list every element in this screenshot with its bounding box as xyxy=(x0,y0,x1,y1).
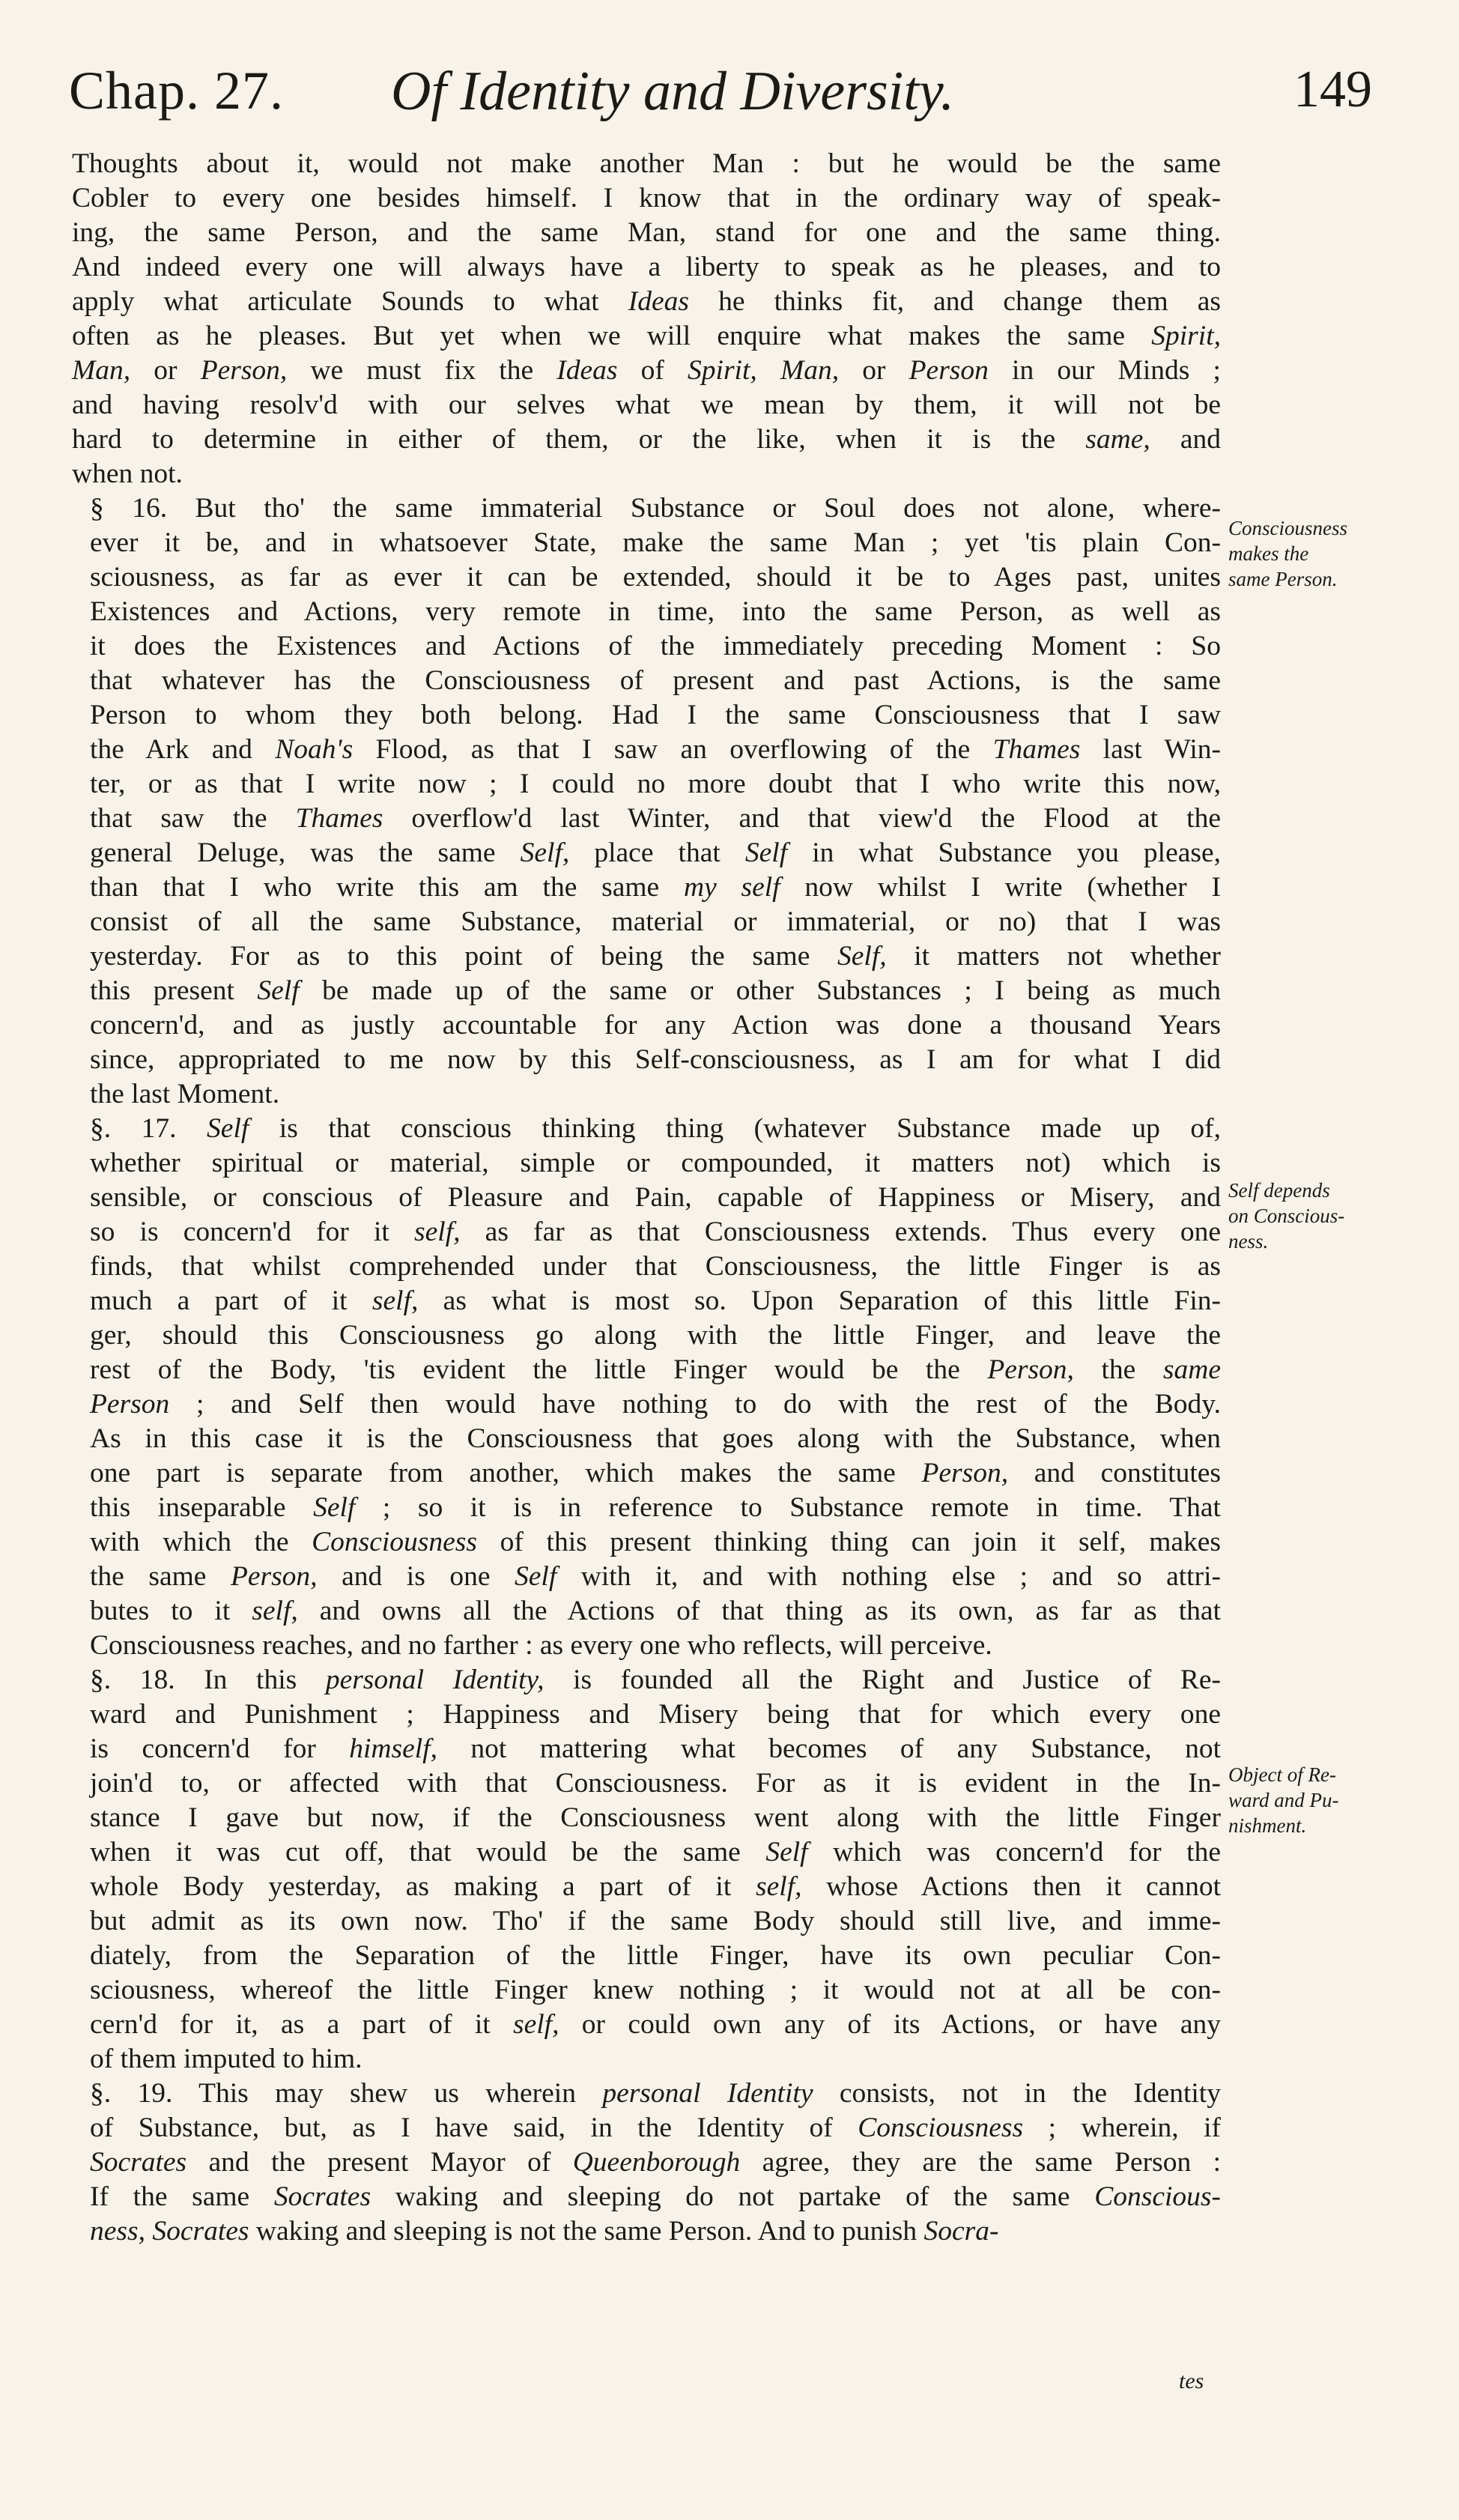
text-line xyxy=(72,1387,1221,1422)
italic-text: Spirit, xyxy=(688,355,757,386)
text-run: ing, the same Person, and the same Man, stand for one and the same thing. xyxy=(72,217,1221,248)
margin-note-line: ness. xyxy=(1228,1230,1269,1253)
text-line xyxy=(72,1043,1221,1077)
margin-note-line: Consciousness xyxy=(1228,517,1348,539)
text-run: waking and sleeping is not the same Person. And to punish xyxy=(249,2216,924,2247)
text-line xyxy=(72,2111,1221,2145)
text-run: of them imputed to him. xyxy=(90,2044,363,2074)
text-run: join'd to, or affected with that Consciousness. For as it is evident in the In- xyxy=(90,1768,1221,1799)
margin-note-line: nishment. xyxy=(1228,1814,1307,1837)
text-run: it does the Existences and Actions of the immediately preceding Moment : So xyxy=(90,631,1221,661)
italic-text: Self xyxy=(744,838,788,868)
italic-text: Ideas xyxy=(556,355,618,386)
text-run: and xyxy=(1150,424,1221,455)
italic-text: Self xyxy=(257,975,300,1006)
italic-text: same, xyxy=(1085,424,1150,455)
text-run: §. 19. This may shew us wherein xyxy=(90,2078,603,2109)
italic-text: Socrates xyxy=(273,2181,371,2212)
margin-note-object-of-reward xyxy=(1228,1762,1393,1838)
italic-text: my self xyxy=(684,872,780,903)
text-run: finds, that whilst comprehended under that Consciousness, the little Finger is as xyxy=(90,1251,1221,1282)
italic-text: personal Identity xyxy=(602,2078,813,2109)
text-run: consists, not in the Identity xyxy=(813,2078,1221,2109)
text-run: butes to it xyxy=(90,1596,252,1626)
text-run: ; so it is in reference to Substance remote in time. That xyxy=(355,1492,1221,1523)
text-run: ter, or as that I write now ; I could no more doubt that I who write this now, xyxy=(90,769,1221,799)
text-line xyxy=(72,1594,1221,1629)
text-line xyxy=(72,216,1221,250)
margin-note-line: on Conscious- xyxy=(1228,1205,1345,1227)
paragraph xyxy=(72,147,1221,491)
italic-text: Man, xyxy=(72,355,131,386)
text-line xyxy=(72,491,1221,526)
text-run: with it, and with nothing else ; and so attri- xyxy=(556,1561,1221,1592)
text-line xyxy=(72,1629,1221,1663)
text-run: §. 17. xyxy=(90,1113,207,1144)
text-run: since, appropriated to me now by this Self-consciousness, as I am for what I did xyxy=(90,1044,1221,1075)
text-run: Person to whom they both belong. Had I the same Consciousness that I saw xyxy=(90,700,1221,730)
text-run: place that xyxy=(569,838,745,868)
text-line xyxy=(72,1318,1221,1353)
text-run: in what Substance you please, xyxy=(787,838,1221,868)
running-title: Of Identity and Diversity. xyxy=(391,61,955,122)
italic-text: Ideas xyxy=(628,286,690,317)
text-run: concern'd, and as justly accountable for any Action was done a thousand Years xyxy=(90,1010,1221,1041)
text-run: and having resolv'd with our selves what we mean by them, it will not be xyxy=(72,390,1221,420)
text-run: when not. xyxy=(72,458,183,489)
italic-text: Socrates xyxy=(152,2216,249,2247)
italic-text: Person, xyxy=(200,355,288,386)
text-line xyxy=(72,836,1221,870)
text-run xyxy=(757,355,780,386)
text-run: overflow'd last Winter, and that view'd the Flood at the xyxy=(383,803,1221,834)
text-run: ward and Punishment ; Happiness and Misery being that for which every one xyxy=(90,1699,1221,1730)
running-header xyxy=(69,60,1372,135)
text-run: sensible, or conscious of Pleasure and Pain, capable of Happiness or Misery, and xyxy=(90,1182,1221,1213)
italic-text: himself, xyxy=(349,1733,437,1764)
text-line xyxy=(72,664,1221,698)
text-run: Existences and Actions, very remote in time, into the same Person, as well as xyxy=(90,596,1221,627)
text-run: hard to determine in either of them, or the like, when it is the xyxy=(72,424,1086,455)
text-run: whether spiritual or material, simple or compounded, it matters not) which is xyxy=(90,1148,1221,1178)
text-line xyxy=(72,802,1221,836)
text-line xyxy=(72,422,1221,457)
text-line xyxy=(72,526,1221,560)
text-run: ; and Self then would have nothing to do with the rest of the Body. xyxy=(169,1389,1221,1420)
margin-note-line: same Person. xyxy=(1228,568,1338,590)
text-line xyxy=(72,1525,1221,1560)
italic-text: Self, xyxy=(837,941,887,972)
text-run: rest of the Body, 'tis evident the little Finger would be the xyxy=(90,1354,988,1385)
text-line xyxy=(72,1250,1221,1284)
text-line xyxy=(72,181,1221,216)
text-run: he thinks fit, and change them as xyxy=(689,286,1221,317)
text-run: consist of all the same Substance, material or immaterial, or no) that I was xyxy=(90,906,1221,937)
text-run: this present xyxy=(90,975,258,1006)
text-line xyxy=(72,629,1221,664)
text-run: sciousness, as far as ever it can be extended, should it be to Ages past, unites xyxy=(90,562,1221,593)
margin-note-consciousness xyxy=(1228,515,1393,592)
margin-note-line: ward and Pu- xyxy=(1228,1789,1339,1811)
text-run: is that conscious thinking thing (whatever Substance made up of, xyxy=(249,1113,1222,1144)
text-run: now whilst I write (whether I xyxy=(780,872,1221,903)
italic-text: Thames xyxy=(992,734,1081,765)
text-line xyxy=(72,905,1221,939)
text-line xyxy=(72,1904,1221,1939)
italic-text: Self xyxy=(765,1837,808,1868)
text-line xyxy=(72,1697,1221,1732)
italic-text: self, xyxy=(371,1285,419,1316)
text-run: as far as that Consciousness extends. Thus every one xyxy=(460,1217,1221,1247)
text-line xyxy=(72,354,1221,388)
paragraph xyxy=(72,491,1221,1112)
text-line xyxy=(72,1215,1221,1250)
text-line xyxy=(72,1835,1221,1870)
text-run: with which the xyxy=(90,1527,312,1557)
text-run: the Ark and xyxy=(90,734,276,765)
text-line xyxy=(72,1284,1221,1318)
text-run: cern'd for it, as a part of it xyxy=(90,2009,513,2040)
margin-note-self-depends xyxy=(1228,1178,1393,1254)
text-line xyxy=(72,1422,1221,1456)
text-run: And indeed every one will always have a liberty to speak as he pleases, and to xyxy=(72,252,1221,282)
italic-text: Consciousness xyxy=(858,2112,1024,2143)
text-run: Consciousness reaches, and no farther : as every one who reflects, will perceive. xyxy=(90,1630,992,1661)
text-run: ; wherein, if xyxy=(1023,2112,1221,2143)
text-run: but admit as its own now. Tho' if the same Body should still live, and imme- xyxy=(90,1906,1221,1936)
text-line xyxy=(72,1456,1221,1491)
italic-text: Self xyxy=(313,1492,356,1523)
text-run: so is concern'd for it xyxy=(90,1217,415,1247)
text-run: one part is separate from another, which makes the same xyxy=(90,1458,922,1488)
text-run: yesterday. For as to this point of being the same xyxy=(90,941,837,972)
text-run: whole Body yesterday, as making a part of it xyxy=(90,1871,756,1902)
text-run: of this present thinking thing can join it self, makes xyxy=(476,1527,1221,1557)
text-line xyxy=(72,870,1221,905)
italic-text: Man, xyxy=(780,355,840,386)
text-run: be made up of the same or other Substances ; I being as much xyxy=(299,975,1221,1006)
text-run: waking and sleeping do not partake of the same xyxy=(371,2181,1095,2212)
italic-text: self, xyxy=(252,1596,298,1626)
italic-text: Noah's xyxy=(275,734,354,765)
text-run: § 16. But tho' the same immaterial Substance or Soul does not alone, where- xyxy=(90,493,1221,524)
text-run: that saw the xyxy=(90,803,296,834)
text-run: general Deluge, was the same xyxy=(90,838,521,868)
text-line xyxy=(72,1939,1221,1973)
text-run: is concern'd for xyxy=(90,1733,350,1764)
text-run: or xyxy=(839,355,909,386)
page-number: 149 xyxy=(1293,61,1372,118)
text-run: the same xyxy=(90,1561,231,1592)
italic-text: self, xyxy=(414,1217,461,1247)
text-line xyxy=(72,939,1221,974)
text-run: of xyxy=(617,355,688,386)
italic-text: Conscious- xyxy=(1094,2181,1221,2212)
italic-text: Consciousness xyxy=(312,1527,477,1557)
text-line xyxy=(72,388,1221,422)
italic-text: Self xyxy=(515,1561,557,1592)
text-line xyxy=(72,1181,1221,1215)
text-line xyxy=(72,2214,1221,2249)
text-run: last Win- xyxy=(1080,734,1221,765)
text-line xyxy=(72,1077,1221,1112)
text-run: ger, should this Consciousness go along with the little Finger, and leave the xyxy=(90,1320,1221,1351)
text-line xyxy=(72,1008,1221,1043)
text-line xyxy=(72,733,1221,767)
text-line xyxy=(72,1732,1221,1766)
text-run xyxy=(145,2216,152,2247)
text-run: this inseparable xyxy=(90,1492,314,1523)
italic-text: self, xyxy=(513,2009,559,2040)
text-line xyxy=(72,2077,1221,2111)
text-line xyxy=(72,2042,1221,2077)
paragraph xyxy=(72,1663,1221,2077)
text-run: not mattering what becomes of any Substance, not xyxy=(437,1733,1221,1764)
text-line xyxy=(72,698,1221,733)
text-run: that whatever has the Consciousness of present and past Actions, is the same xyxy=(90,665,1221,696)
italic-text: Person xyxy=(90,1389,170,1420)
text-run: it matters not whether xyxy=(886,941,1221,972)
text-line xyxy=(72,1973,1221,2008)
text-line xyxy=(72,1801,1221,1835)
italic-text: Socra- xyxy=(923,2216,999,2247)
text-run: Thoughts about it, would not make another Man : but he would be the same xyxy=(72,148,1221,179)
text-line xyxy=(72,560,1221,595)
italic-text: Person, xyxy=(921,1458,1009,1488)
text-run: in our Minds ; xyxy=(988,355,1221,386)
text-line xyxy=(72,285,1221,319)
margin-note-line: Self depends xyxy=(1228,1179,1330,1202)
italic-text: Queenborough xyxy=(572,2147,741,2178)
text-run: apply what articulate Sounds to what xyxy=(72,286,628,317)
text-line xyxy=(72,250,1221,285)
text-run: the last Moment. xyxy=(90,1079,280,1109)
text-run: As in this case it is the Consciousness that goes along with the Substance, when xyxy=(90,1423,1221,1454)
italic-text: Person, xyxy=(230,1561,318,1592)
text-line xyxy=(72,1146,1221,1181)
text-line xyxy=(72,1112,1221,1146)
paragraph xyxy=(72,2077,1221,2249)
body-text xyxy=(72,147,1221,2249)
italic-text: Person, xyxy=(987,1354,1074,1385)
text-line xyxy=(72,2145,1221,2180)
italic-text: Person xyxy=(909,355,989,386)
text-run: diately, from the Separation of the little Finger, have its own peculiar Con- xyxy=(90,1940,1221,1971)
italic-text: Self xyxy=(207,1113,249,1144)
italic-text: Self, xyxy=(520,838,570,868)
italic-text: personal Identity, xyxy=(325,1665,545,1695)
text-line xyxy=(72,767,1221,802)
text-run: ever it be, and in whatsoever State, make the same Man ; yet 'tis plain Con- xyxy=(90,527,1221,558)
text-line xyxy=(72,1663,1221,1697)
text-run: sciousness, whereof the little Finger knew nothing ; it would not at all be con- xyxy=(90,1975,1221,2005)
text-run: or could own any of its Actions, or have any xyxy=(559,2009,1221,2040)
chapter-label: Chap. 27. xyxy=(69,61,284,121)
text-run: often as he pleases. But yet when we will enquire what makes the same xyxy=(72,321,1152,351)
text-line xyxy=(72,457,1221,491)
text-line xyxy=(72,1491,1221,1525)
margin-note-line: makes the xyxy=(1228,542,1309,565)
text-run: stance I gave but now, if the Consciousness went along with the little Finger xyxy=(90,1802,1221,1833)
margin-note-line: Object of Re- xyxy=(1228,1763,1336,1786)
text-run: is founded all the Right and Justice of Re- xyxy=(544,1665,1221,1695)
text-run: or xyxy=(130,355,201,386)
text-run: and the present Mayor of xyxy=(186,2147,573,2178)
paragraph xyxy=(72,1112,1221,1663)
text-line xyxy=(72,1766,1221,1801)
text-line xyxy=(72,147,1221,181)
text-run: as what is most so. Upon Separation of this little Fin- xyxy=(418,1285,1221,1316)
text-run: Cobler to every one besides himself. I know that in the ordinary way of speak- xyxy=(72,183,1221,213)
text-run: the xyxy=(1073,1354,1163,1385)
italic-text: ness, xyxy=(90,2216,145,2247)
text-line xyxy=(72,595,1221,629)
text-run: If the same xyxy=(90,2181,274,2212)
text-line xyxy=(72,1353,1221,1387)
text-run: we must fix the xyxy=(287,355,557,386)
text-run: and is one xyxy=(317,1561,515,1592)
text-run: Flood, as that I saw an overflowing of the xyxy=(353,734,993,765)
italic-text: same xyxy=(1162,1354,1221,1385)
text-line xyxy=(72,1560,1221,1594)
text-run: and owns all the Actions of that thing as its own, as far as that xyxy=(297,1596,1221,1626)
text-run: agree, they are the same Person : xyxy=(740,2147,1221,2178)
text-run: than that I who write this am the same xyxy=(90,872,684,903)
text-line xyxy=(72,2180,1221,2214)
text-run: much a part of it xyxy=(90,1285,372,1316)
text-line xyxy=(72,1870,1221,1904)
text-line xyxy=(72,2008,1221,2042)
italic-text: Thames xyxy=(295,803,383,834)
text-line xyxy=(72,974,1221,1008)
text-run: §. 18. In this xyxy=(90,1665,326,1695)
catchword: tes xyxy=(1179,2369,1204,2393)
text-run: whose Actions then it cannot xyxy=(801,1871,1221,1902)
italic-text: self, xyxy=(756,1871,802,1902)
text-line xyxy=(72,319,1221,354)
text-run: which was concern'd for the xyxy=(807,1837,1221,1868)
text-run: of Substance, but, as I have said, in the Identity of xyxy=(90,2112,858,2143)
italic-text: Socrates xyxy=(90,2147,187,2178)
text-run: and constitutes xyxy=(1008,1458,1222,1488)
italic-text: Spirit, xyxy=(1151,321,1221,351)
text-run: when it was cut off, that would be the same xyxy=(90,1837,766,1868)
